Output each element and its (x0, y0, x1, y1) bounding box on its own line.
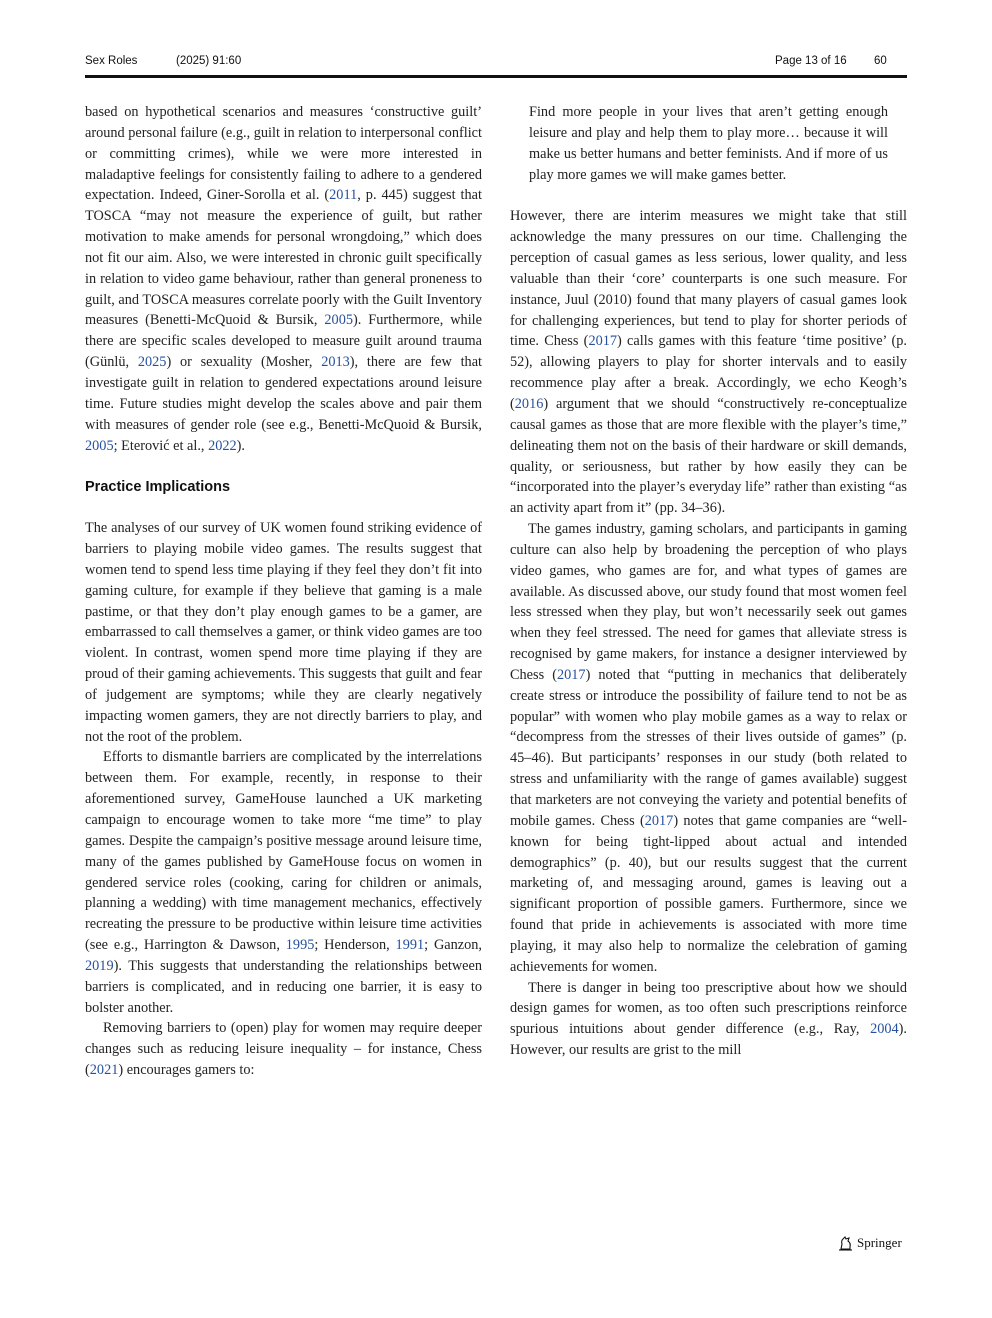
citation-link[interactable]: 2017 (556, 666, 586, 683)
paragraph-removing: Removing barriers to (open) play for women may require deeper changes such as reducing leisure inequality – for instance, Chess (2021) encourages gamers to: (85, 1020, 482, 1079)
citation-link[interactable]: 2005 (85, 437, 114, 454)
page-number: Page 13 of 16 (775, 55, 847, 67)
citation-link[interactable]: 2017 (588, 333, 618, 350)
paragraph-interim: However, there are interim measures we might take that still acknowledge the many pressures on our time. Challenging the perception of casual games as less serious, lower quality, and less valuable than their ‘core’ counterparts is one such measure. For instance, Juul (2010) found that many players of casual games look for challenging experiences, but tend to play for shorter periods of time. Chess (2017) calls games with this feature ‘time positive’ (p. 52), allowing players to play for shorter intervals and to easily recommence play after a break. Accordingly, we echo Keogh’s (2016) argument that we should “constructively re-conceptualize causal games as those that are more flexible with the player’s time,” delineating them not on the basis of their hardware or skill demands, quality, or seriousness, but rather by how easily they can be “incorporated into the player’s everyday life” rather than existing “as an activity apart from it” (pp. 34–36). (510, 208, 907, 517)
left-column (85, 102, 482, 1081)
citation-link[interactable]: 2019 (85, 957, 114, 974)
springer-horse-icon (838, 1235, 853, 1251)
paragraph-tosca: based on hypothetical scenarios and measures ‘constructive guilt’ around personal failure (e.g., guilt in relation to interpersonal conflict or committing crimes), while we were more interested in maladaptive feelings for consistently failing to adhere to a gendered expectation. Indeed, Giner-Sorolla et al. (2011, p. 445) suggest that TOSCA “may not measure the experience of guilt, but rather motivation to make amends for personal wrongdoing,” which does not fit our aim. Also, we were interested in chronic guilt specifically in relation to video game behaviour, rather than general proneness to guilt, and TOSCA measures correlate poorly with the Guilt Inventory measures (Benetti-McQuoid & Bursik, 2005). Furthermore, while there are specific scales developed to measure guilt around trauma (Günlü, 2025) or sexuality (Mosher, 2013), there are few that investigate guilt in relation to gendered expectations around leisure time. Future studies might develop the scales above and pair them with measures of gender role (see e.g., Benetti-McQuoid & Bursik, 2005; Eterović et al., 2022). (85, 104, 483, 454)
citation-link[interactable]: 2021 (89, 1062, 119, 1079)
citation-link[interactable]: 2016 (514, 395, 544, 412)
paragraph-danger: There is danger in being too prescriptive about how we should design games for women, as too often such prescriptions reinforce spurious intuitions about gender difference (e.g., Ray, 2004). However, our results are grist to the mill (510, 979, 907, 1059)
citation-link[interactable]: 2011 (329, 187, 358, 204)
journal-name: Sex Roles (85, 55, 138, 67)
right-column (510, 102, 907, 1061)
citation-link[interactable]: 1991 (395, 937, 425, 954)
paragraph-barriers: Efforts to dismantle barriers are complicated by the interrelations between them. For example, recently, in response to their aforementioned survey, GameHouse launched a UK marketing campaign to encourage women to take more “me time” to play games. Despite the campaign’s positive message around leisure time, many of the games published by GameHouse focus on women in gendered service roles (cooking, caring for children or animals, planning a wedding) with time management mechanics, effectively recreating the pressure to be productive within leisure time activities (see e.g., Harrington & Dawson, 1995; Henderson, 1991; Ganzon, 2019). This suggests that understanding the relationships between barriers is complicated, and in reducing one barrier, it is easy to bolster another. (85, 749, 482, 1016)
article-number: 60 (874, 55, 887, 67)
header-rule (85, 75, 907, 78)
paragraph-analyses: The analyses of our survey of UK women found striking evidence of barriers to playing mobile video games. The results suggest that women tend to spend less time playing if they feel they don’t fit into gaming culture, for example if they believe that gaming is a male pastime, or that they don’t play enough games to be a gamer, are embarrassed to call themselves a gamer, or think video games are too violent. In contrast, women spend more time playing if they are proud of their gaming achievements. This suggests that guilt and fear of judgement are symptoms; while they are clearly negatively impacting women gamers, they are not directly barriers to play, and not the root of the problem. (85, 520, 482, 745)
paragraph-industry: The games industry, gaming scholars, and participants in gaming culture can also help by broadening the perception of who plays video games, who games are for, and what types of games are available. As discussed above, our study found that most women feel less stressed when they play, but won’t necessarily seek out games when they feel stressed. The need for games that alleviate stress is recognised by game makers, for instance a designer interviewed by Chess (2017) noted that “putting in mechanics that deliberately create stress or introduce the possibility of failure tend to not be as popular” with women who play mobile games as a way to relax or “decompress from the stresses of their lives outside of games” (p. 45–46). But participants’ responses in our study (both related to stress and unfamiliarity with the range of games available) suggest that marketers are not conveying the variety and potential benefits of mobile games. Chess (2017) notes that game companies are “well-known for being tight-lipped about actual and intended demographics” (p. 40), but our results suggest that the current marketing of, and messaging around, games is leaving out a significant proportion of possible gamers. Furthermore, since we found that pride in achievements is associated with more time playing, it may also help to normalize the celebration of gaming achievements for women. (510, 521, 907, 975)
citation-link[interactable]: 2004 (870, 1021, 899, 1038)
citation-link[interactable]: 2005 (324, 312, 353, 329)
section-heading: Practice Implications (85, 479, 231, 496)
running-header (85, 55, 907, 73)
citation-link[interactable]: 1995 (285, 937, 315, 954)
citation-link[interactable]: 2013 (321, 354, 350, 371)
citation-link[interactable]: 2017 (644, 812, 674, 829)
citation-link[interactable]: 2022 (208, 437, 237, 454)
publisher-name: Springer (857, 1235, 902, 1250)
volume-info: (2025) 91:60 (176, 55, 242, 67)
block-quote: Find more people in your lives that aren’t getting enough leisure and play and help them to play more… because it will make us better humans and better feminists. And if more of us play more games we will make games better. (529, 104, 888, 183)
publisher-footer (838, 1235, 902, 1251)
citation-link[interactable]: 2025 (137, 354, 167, 371)
